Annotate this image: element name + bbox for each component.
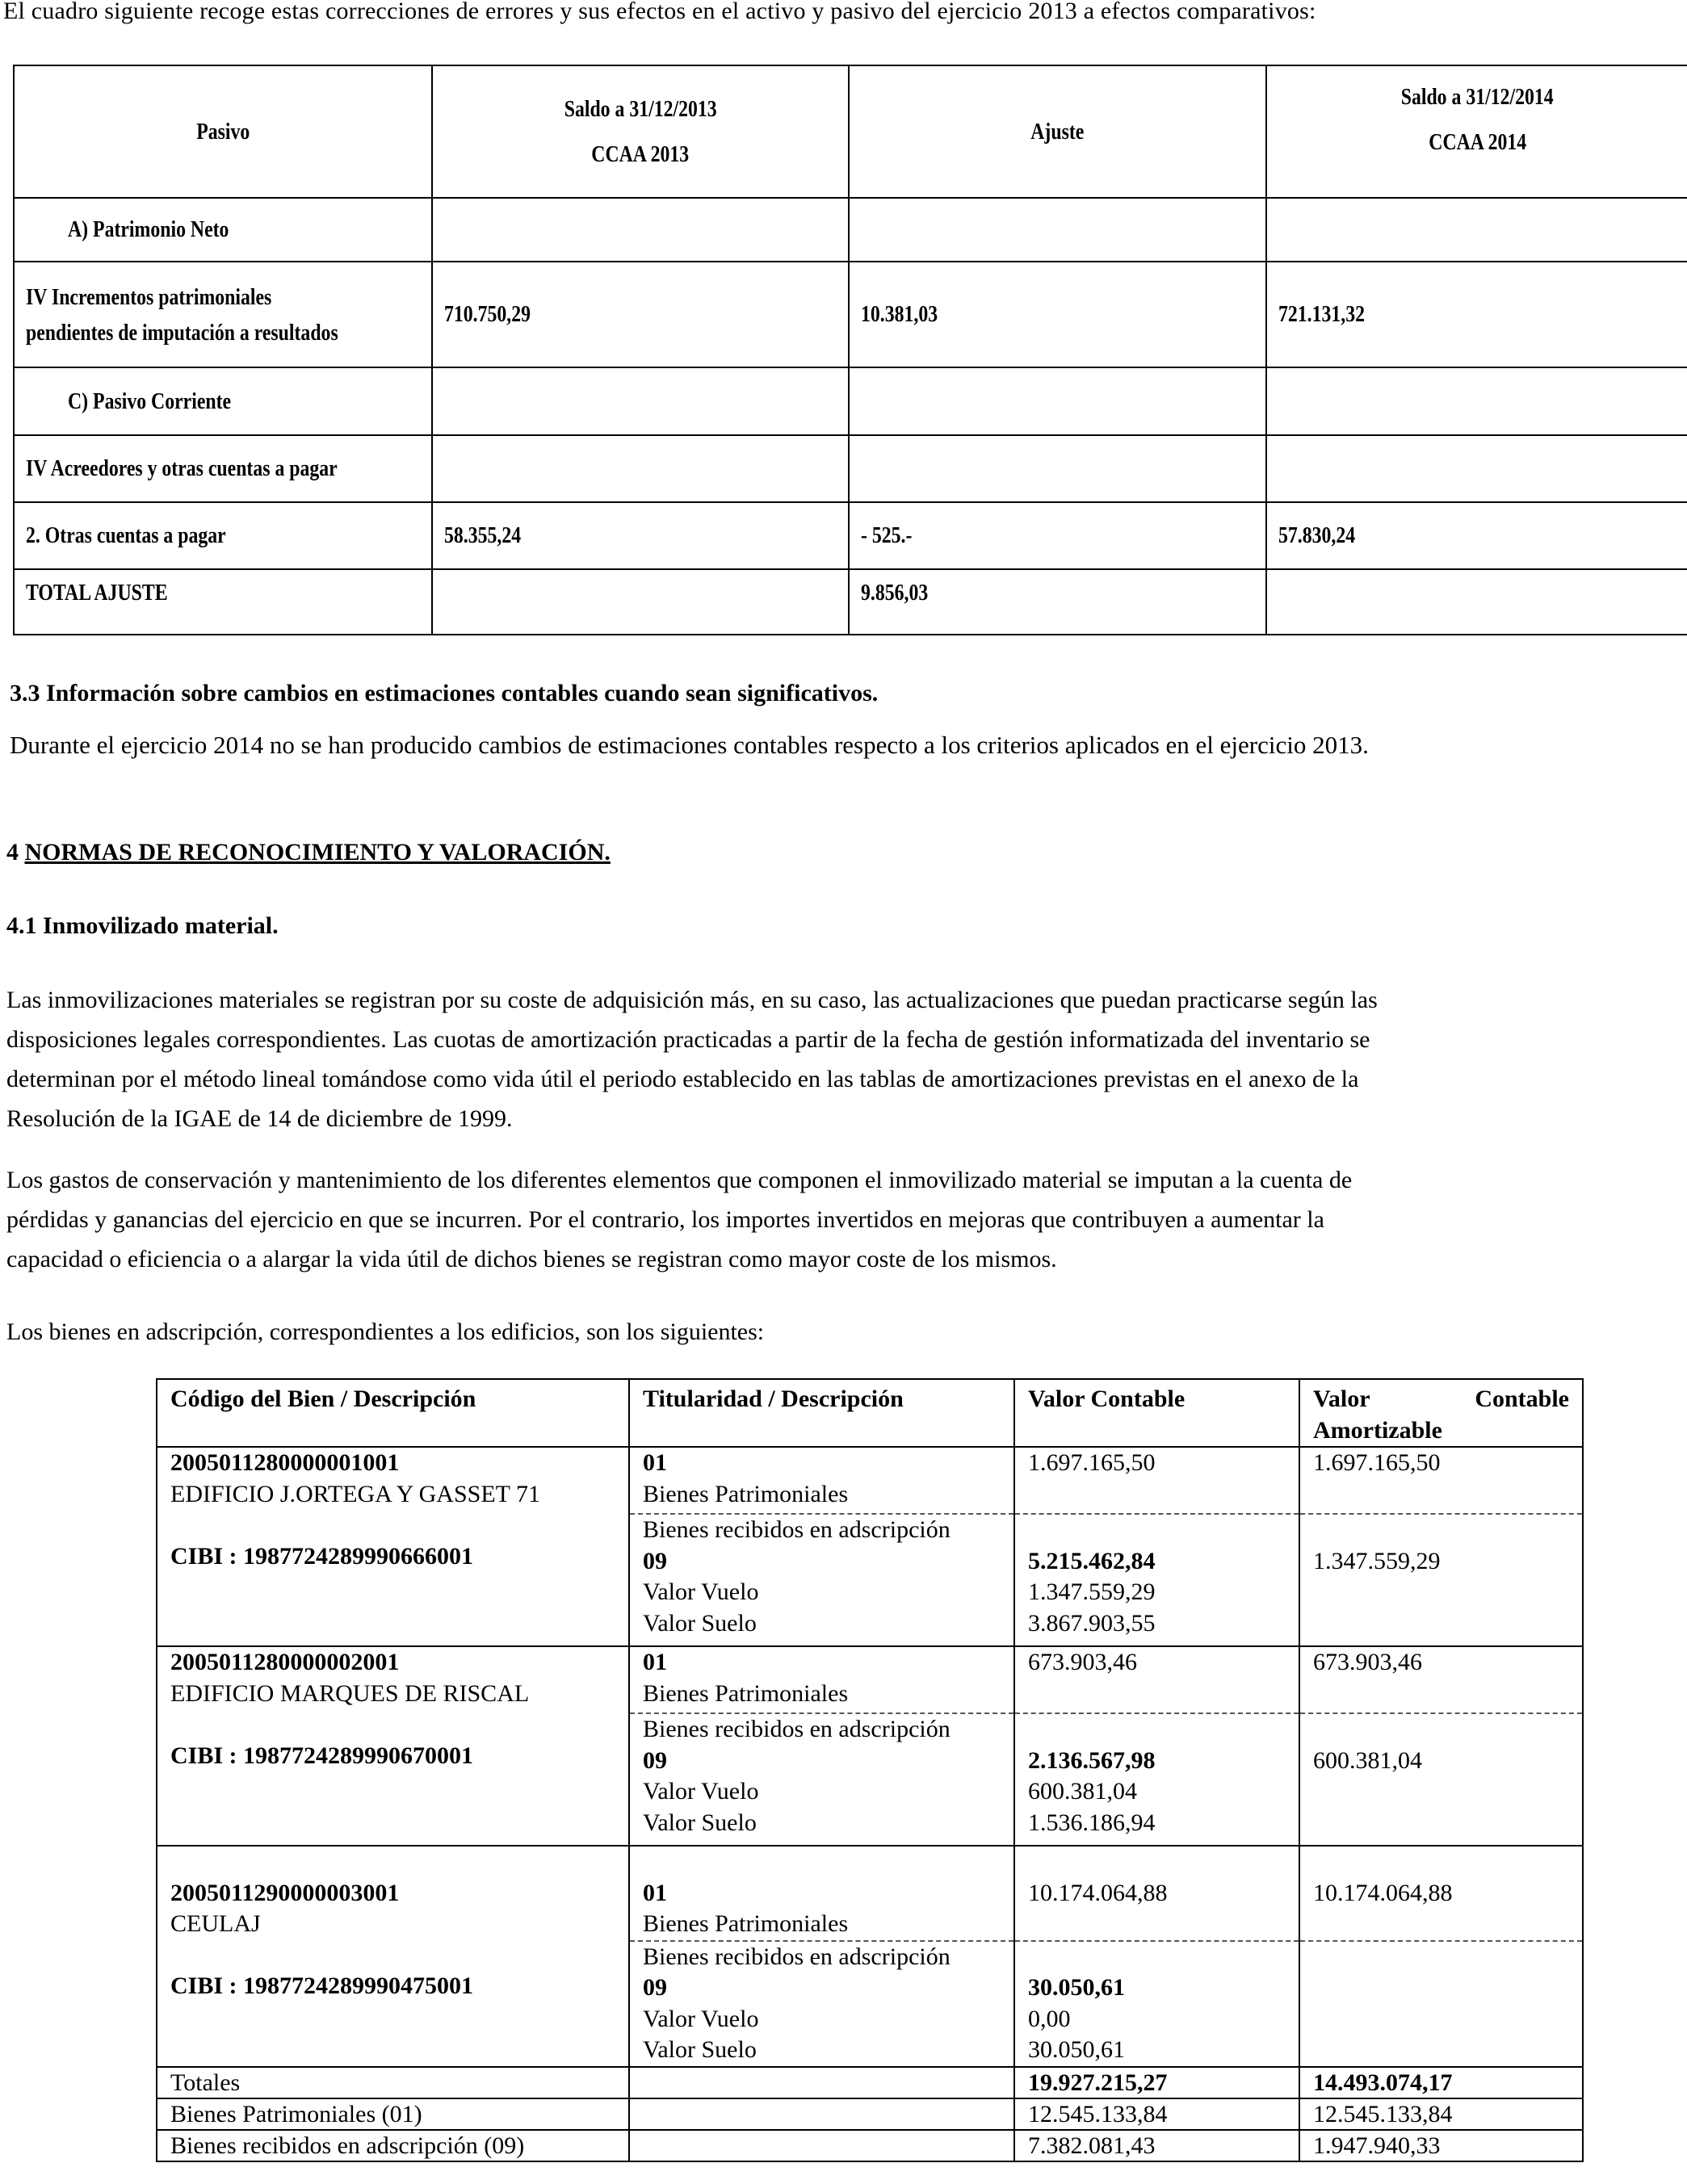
header-saldo-2013: Saldo a 31/12/2013 CCAA 2013 — [432, 65, 849, 198]
total-valor-amortizable: 14.493.074,17 — [1299, 2067, 1583, 2098]
value-cell: - 525.- — [849, 502, 1266, 569]
titularidad-cell: Bienes recibidos en adscripción 09 Valor Vuelo Valor Suelo — [629, 1713, 1014, 1846]
empty-cell — [629, 2098, 1014, 2130]
titularidad-cell: 01 Bienes Patrimoniales — [629, 1447, 1014, 1514]
paragraph: Los bienes en adscripción, correspondientes a los edificios, son los siguientes: — [6, 1318, 765, 1345]
value-cell: 1.697.165,50 — [1299, 1447, 1583, 1514]
table-row — [157, 1846, 1583, 1941]
value-cell: 673.903,46 — [1299, 1646, 1583, 1713]
table-row — [14, 262, 1687, 367]
value-cell: 710.750,29 — [432, 262, 849, 367]
empty-cell — [849, 367, 1266, 435]
row-label: C) Pasivo Corriente — [14, 367, 432, 435]
value-cell: 600.381,04 — [1299, 1713, 1583, 1846]
value-cell: 721.131,32 — [1266, 262, 1687, 367]
table-row — [157, 1447, 1583, 1514]
asset-code-cell: 2005011290000003001 CEULAJ CIBI : 1987724289990475001 — [157, 1846, 629, 2067]
table-row — [157, 2067, 1583, 2098]
table-row — [157, 2130, 1583, 2161]
table-row — [157, 2098, 1583, 2130]
value-cell: 1.347.559,29 — [1299, 1514, 1583, 1646]
value-cell: 5.215.462,84 1.347.559,29 3.867.903,55 — [1014, 1514, 1299, 1646]
row-label: IV Incrementos patrimoniales pendientes de imputación a resultados — [14, 262, 432, 367]
row-label: IV Acreedores y otras cuentas a pagar — [14, 435, 432, 502]
header-saldo-2014: Saldo a 31/12/2014 CCAA 2014 — [1266, 65, 1687, 198]
total-valor-contable: 12.545.133,84 — [1014, 2098, 1299, 2130]
paragraph: Las inmovilizaciones materiales se registran por su coste de adquisición más, en su caso, las actualizaciones que puedan practicarse según las disposiciones legales correspondientes. Las cuotas de amortización practicadas a partir de la fecha de gestión informatizada del inventario se determinan por el método lineal tomándose como vida útil el periodo establecido en las tablas de amortizaciones previstas en el anexo de la Resolución de la IGAE de 14 de diciembre de 1999. — [6, 987, 1378, 1132]
table-header-row — [14, 65, 1687, 198]
subsection-heading: 4.1 Inmovilizado material. — [6, 912, 279, 939]
total-valor-contable: 19.927.215,27 — [1014, 2067, 1299, 2098]
asset-code-cell: 2005011280000001001 EDIFICIO J.ORTEGA Y GASSET 71 CIBI : 1987724289990666001 — [157, 1447, 629, 1646]
empty-cell — [432, 198, 849, 262]
header-ajuste: Ajuste — [849, 65, 1266, 198]
assets-table — [156, 1378, 1584, 2162]
table-row — [14, 198, 1687, 262]
value-cell: 58.355,24 — [432, 502, 849, 569]
table-row — [14, 569, 1687, 635]
table-row — [14, 502, 1687, 569]
empty-cell — [629, 2130, 1014, 2161]
empty-cell — [432, 367, 849, 435]
empty-cell — [432, 569, 849, 635]
value-cell: 9.856,03 — [849, 569, 1266, 635]
asset-code-cell: 2005011280000002001 EDIFICIO MARQUES DE RISCAL CIBI : 1987724289990670001 — [157, 1646, 629, 1846]
value-cell: 10.381,03 — [849, 262, 1266, 367]
row-label: 2. Otras cuentas a pagar — [14, 502, 432, 569]
header-pasivo: Pasivo — [14, 65, 432, 198]
header-valor-amortizable: Valor Contable Amortizable — [1299, 1379, 1583, 1447]
empty-cell — [1266, 569, 1687, 635]
row-label: A) Patrimonio Neto — [14, 198, 432, 262]
value-cell: 1.697.165,50 — [1014, 1447, 1299, 1514]
value-cell: 673.903,46 — [1014, 1646, 1299, 1713]
section-title: 4 NORMAS DE RECONOCIMIENTO Y VALORACIÓN. — [6, 839, 611, 866]
row-label: TOTAL AJUSTE — [14, 569, 432, 635]
total-valor-amortizable: 1.947.940,33 — [1299, 2130, 1583, 2161]
empty-cell — [1266, 367, 1687, 435]
value-cell: 10.174.064,88 — [1299, 1846, 1583, 1941]
empty-cell — [1266, 435, 1687, 502]
titularidad-cell: 01 Bienes Patrimoniales — [629, 1646, 1014, 1713]
table-header-row — [157, 1379, 1583, 1447]
value-cell — [1299, 1941, 1583, 2067]
header-codigo: Código del Bien / Descripción — [157, 1379, 629, 1447]
paragraph: Los gastos de conservación y mantenimiento de los diferentes elementos que componen el inmovilizado material se imputan a la cuenta de pérdidas y ganancias del ejercicio en que se incurren. Por el contrario, los importes invertidos en mejoras que contribuyen a aumentar la capacidad o eficiencia o a alargar la vida útil de dichos bienes se registran como mayor coste de los mismos. — [6, 1167, 1353, 1272]
empty-cell — [849, 198, 1266, 262]
empty-cell — [432, 435, 849, 502]
corrections-table — [13, 65, 1687, 635]
totals-label: Bienes Patrimoniales (01) — [157, 2098, 629, 2130]
total-valor-amortizable: 12.545.133,84 — [1299, 2098, 1583, 2130]
section-text: Durante el ejercicio 2014 no se han producido cambios de estimaciones contables respecto a los criterios aplicados en el ejercicio 2013. — [10, 731, 1369, 759]
table-row — [14, 367, 1687, 435]
intro-text: El cuadro siguiente recoge estas correcciones de errores y sus efectos en el activo y pasivo del ejercicio 2013 a efectos comparativos: — [3, 0, 1316, 24]
value-cell: 30.050,61 0,00 30.050,61 — [1014, 1941, 1299, 2067]
table-row — [14, 435, 1687, 502]
value-cell: 57.830,24 — [1266, 502, 1687, 569]
empty-cell — [629, 2067, 1014, 2098]
table-row — [157, 1646, 1583, 1713]
header-valor-contable: Valor Contable — [1014, 1379, 1299, 1447]
totals-label: Bienes recibidos en adscripción (09) — [157, 2130, 629, 2161]
section-heading: 3.3 Información sobre cambios en estimaciones contables cuando sean significativos. — [10, 680, 879, 706]
titularidad-cell: Bienes recibidos en adscripción 09 Valor Vuelo Valor Suelo — [629, 1941, 1014, 2067]
titularidad-cell: Bienes recibidos en adscripción 09 Valor Vuelo Valor Suelo — [629, 1514, 1014, 1646]
empty-cell — [1266, 198, 1687, 262]
total-valor-contable: 7.382.081,43 — [1014, 2130, 1299, 2161]
header-titularidad: Titularidad / Descripción — [629, 1379, 1014, 1447]
empty-cell — [849, 435, 1266, 502]
titularidad-cell: 01 Bienes Patrimoniales — [629, 1846, 1014, 1941]
value-cell: 10.174.064,88 — [1014, 1846, 1299, 1941]
value-cell: 2.136.567,98 600.381,04 1.536.186,94 — [1014, 1713, 1299, 1846]
totals-label: Totales — [157, 2067, 629, 2098]
